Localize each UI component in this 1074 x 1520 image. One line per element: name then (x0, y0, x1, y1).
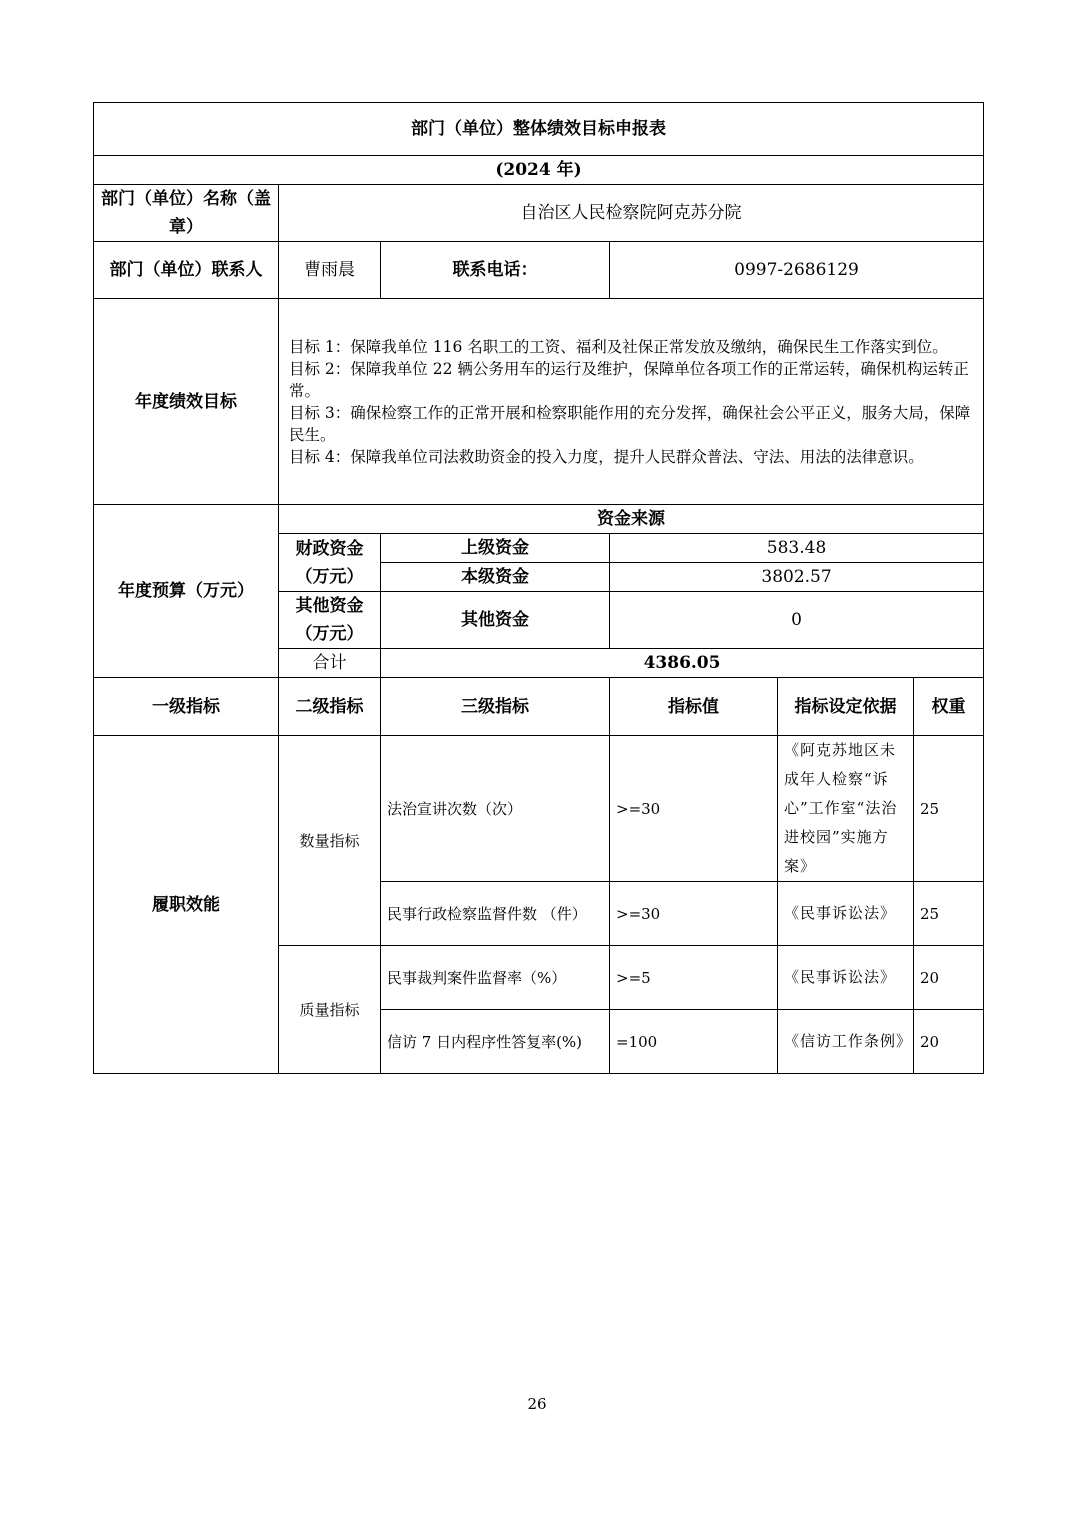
indicator-basis: 《民事诉讼法》 (778, 882, 914, 946)
indicator-basis: 《民事诉讼法》 (778, 946, 914, 1010)
goal-item: 目标 4：保障我单位司法救助资金的投入力度，提升人民群众普法、守法、用法的法律意识。 (289, 447, 924, 466)
indicator-value: >=30 (610, 882, 778, 946)
indicator-name: 民事行政检察监督件数 （件） (381, 882, 610, 946)
performance-goal-form (93, 102, 984, 1074)
unit-name-value: 自治区人民检察院阿克苏分院 (279, 185, 984, 242)
phone-value: 0997-2686129 (610, 242, 984, 299)
indicator-name: 信访 7 日内程序性答复率(%) (381, 1010, 610, 1074)
header-level1: 一级指标 (94, 678, 279, 736)
other-funds-label: 其他资金（万元） (279, 592, 381, 649)
form-year: (2024 年) (94, 156, 984, 185)
header-level3: 三级指标 (381, 678, 610, 736)
indicator-weight: 25 (914, 736, 984, 882)
indicator-name: 法治宣讲次数（次） (381, 736, 610, 882)
indicator-weight: 20 (914, 946, 984, 1010)
contact-person-name: 曹雨晨 (279, 242, 381, 299)
contact-person-label: 部门（单位）联系人 (94, 242, 279, 299)
page-number: 26 (527, 1395, 547, 1413)
annual-goals-content (279, 299, 984, 505)
indicator-value: =100 (610, 1010, 778, 1074)
upper-funds-label: 上级资金 (381, 534, 610, 563)
upper-funds-value: 583.48 (610, 534, 984, 563)
local-funds-label: 本级资金 (381, 563, 610, 592)
quantity-indicator: 数量指标 (279, 736, 381, 946)
indicator-weight: 20 (914, 1010, 984, 1074)
goal-item: 目标 2：保障我单位 22 辆公务用车的运行及维护，保障单位各项工作的正常运转，确保机构运转正常。 (289, 359, 969, 400)
indicator-weight: 25 (914, 882, 984, 946)
header-weight: 权重 (914, 678, 984, 736)
goal-item: 目标 1：保障我单位 116 名职工的工资、福利及社保正常发放及缴纳，确保民生工作落实到位。 (289, 337, 948, 356)
local-funds-value: 3802.57 (610, 563, 984, 592)
other-funds-value: 0 (610, 592, 984, 649)
indicator-basis: 《阿克苏地区未成年人检察“诉心”工作室“法治进校园”实施方案》 (778, 736, 914, 882)
quality-indicator: 质量指标 (279, 946, 381, 1074)
phone-label: 联系电话： (381, 242, 610, 299)
other-funds-sub-label: 其他资金 (381, 592, 610, 649)
header-value: 指标值 (610, 678, 778, 736)
goal-item: 目标 3：确保检察工作的正常开展和检察职能作用的充分发挥，确保社会公平正义，服务大局，保障民生。 (289, 403, 971, 444)
total-label: 合计 (279, 649, 381, 678)
total-value: 4386.05 (381, 649, 984, 678)
fund-source-header: 资金来源 (279, 505, 984, 534)
form-title: 部门（单位）整体绩效目标申报表 (94, 103, 984, 156)
unit-name-label: 部门（单位）名称（盖章） (94, 185, 279, 242)
level1-indicator: 履职效能 (94, 736, 279, 1074)
header-basis: 指标设定依据 (778, 678, 914, 736)
header-level2: 二级指标 (279, 678, 381, 736)
annual-goals-label: 年度绩效目标 (94, 299, 279, 505)
indicator-name: 民事裁判案件监督率（%） (381, 946, 610, 1010)
fiscal-funds-label: 财政资金（万元） (279, 534, 381, 592)
indicator-value: >=30 (610, 736, 778, 882)
indicator-basis: 《信访工作条例》 (778, 1010, 914, 1074)
indicator-value: >=5 (610, 946, 778, 1010)
budget-label: 年度预算（万元） (94, 505, 279, 678)
